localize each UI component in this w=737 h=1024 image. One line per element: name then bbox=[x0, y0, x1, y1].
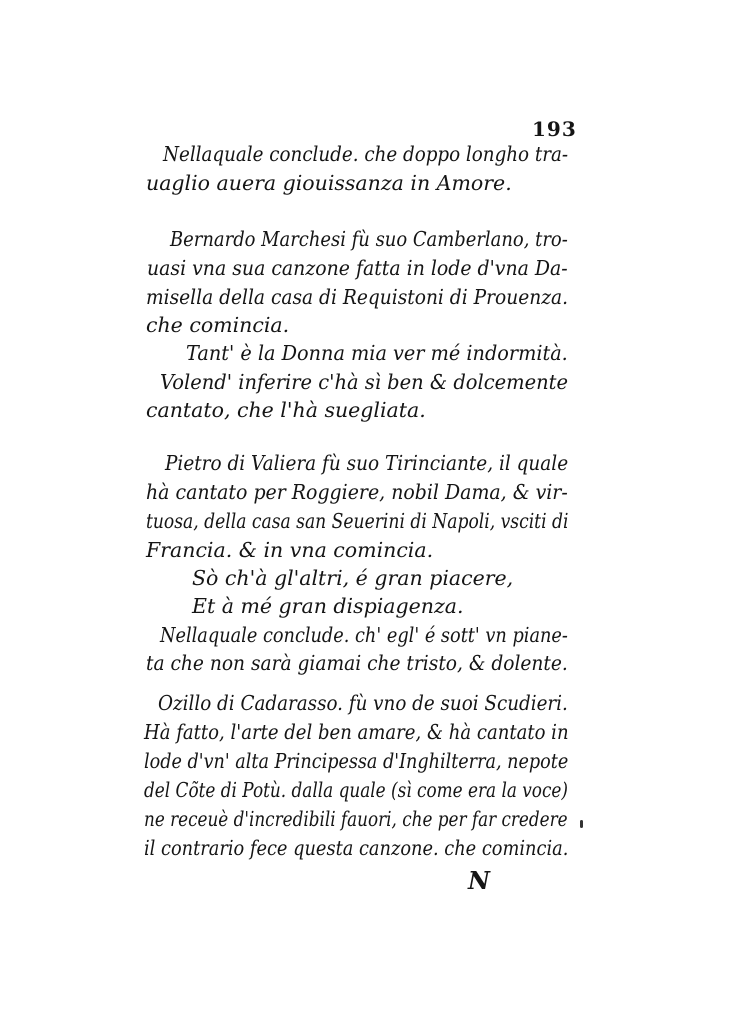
text-line: Nellaquale conclude. ch' egl' é sott' vn piane- bbox=[160, 623, 568, 647]
text-line: lode d'vn' alta Principessa d'Inghilterra, nepote bbox=[144, 749, 569, 773]
text-line: ne receuè d'incredibili fauori, che per far credere bbox=[144, 807, 568, 831]
text-line: che comincia. bbox=[146, 313, 290, 337]
text-line: Pietro di Valiera fù suo Tirinciante, il quale bbox=[165, 451, 569, 475]
text-line: tuosa, della casa san Seuerini di Napoli, vsciti di bbox=[146, 509, 569, 533]
text-line: hà cantato per Roggiere, nobil Dama, & vir- bbox=[146, 480, 568, 504]
verse-line: Et à mé gran dispiagenza. bbox=[192, 594, 464, 618]
text-line: uaglio auera giouissanza in Amore. bbox=[146, 171, 512, 195]
verse-line: Sò ch'à gl'altri, é gran piacere, bbox=[192, 566, 514, 590]
text-line: uasi vna sua canzone fatta in lode d'vna Da- bbox=[147, 256, 568, 280]
text-line: Nellaquale conclude. che doppo longho tra- bbox=[163, 142, 569, 166]
text-line: Volend' inferire c'hà sì ben & dolcemente bbox=[160, 370, 568, 394]
text-line: del Cõte di Potù. dalla quale (sì come era la voce) bbox=[144, 778, 568, 802]
text-line: il contrario fece questa canzone. che comincia. bbox=[144, 836, 569, 860]
page-number: 193 bbox=[532, 117, 577, 141]
text-line: Ozillo di Cadarasso. fù vno de suoi Scudieri. bbox=[158, 691, 568, 715]
text-line: Bernardo Marchesi fù suo Camberlano, tro- bbox=[170, 227, 568, 251]
text-line: Francia. & in vna comincia. bbox=[146, 538, 434, 562]
text-line: ta che non sarà giamai che tristo, & dolente. bbox=[146, 651, 568, 675]
verse-incipit: Tant' è la Donna mia ver mé indormità. bbox=[186, 341, 568, 365]
text-line: Hà fatto, l'arte del ben amare, & hà cantato in bbox=[144, 720, 569, 744]
text-line: cantato, che l'hà suegliata. bbox=[146, 398, 426, 422]
ink-speck bbox=[580, 820, 583, 828]
signature-mark: N bbox=[468, 866, 490, 895]
text-line: misella della casa di Requistoni di Prouenza. bbox=[146, 285, 569, 309]
